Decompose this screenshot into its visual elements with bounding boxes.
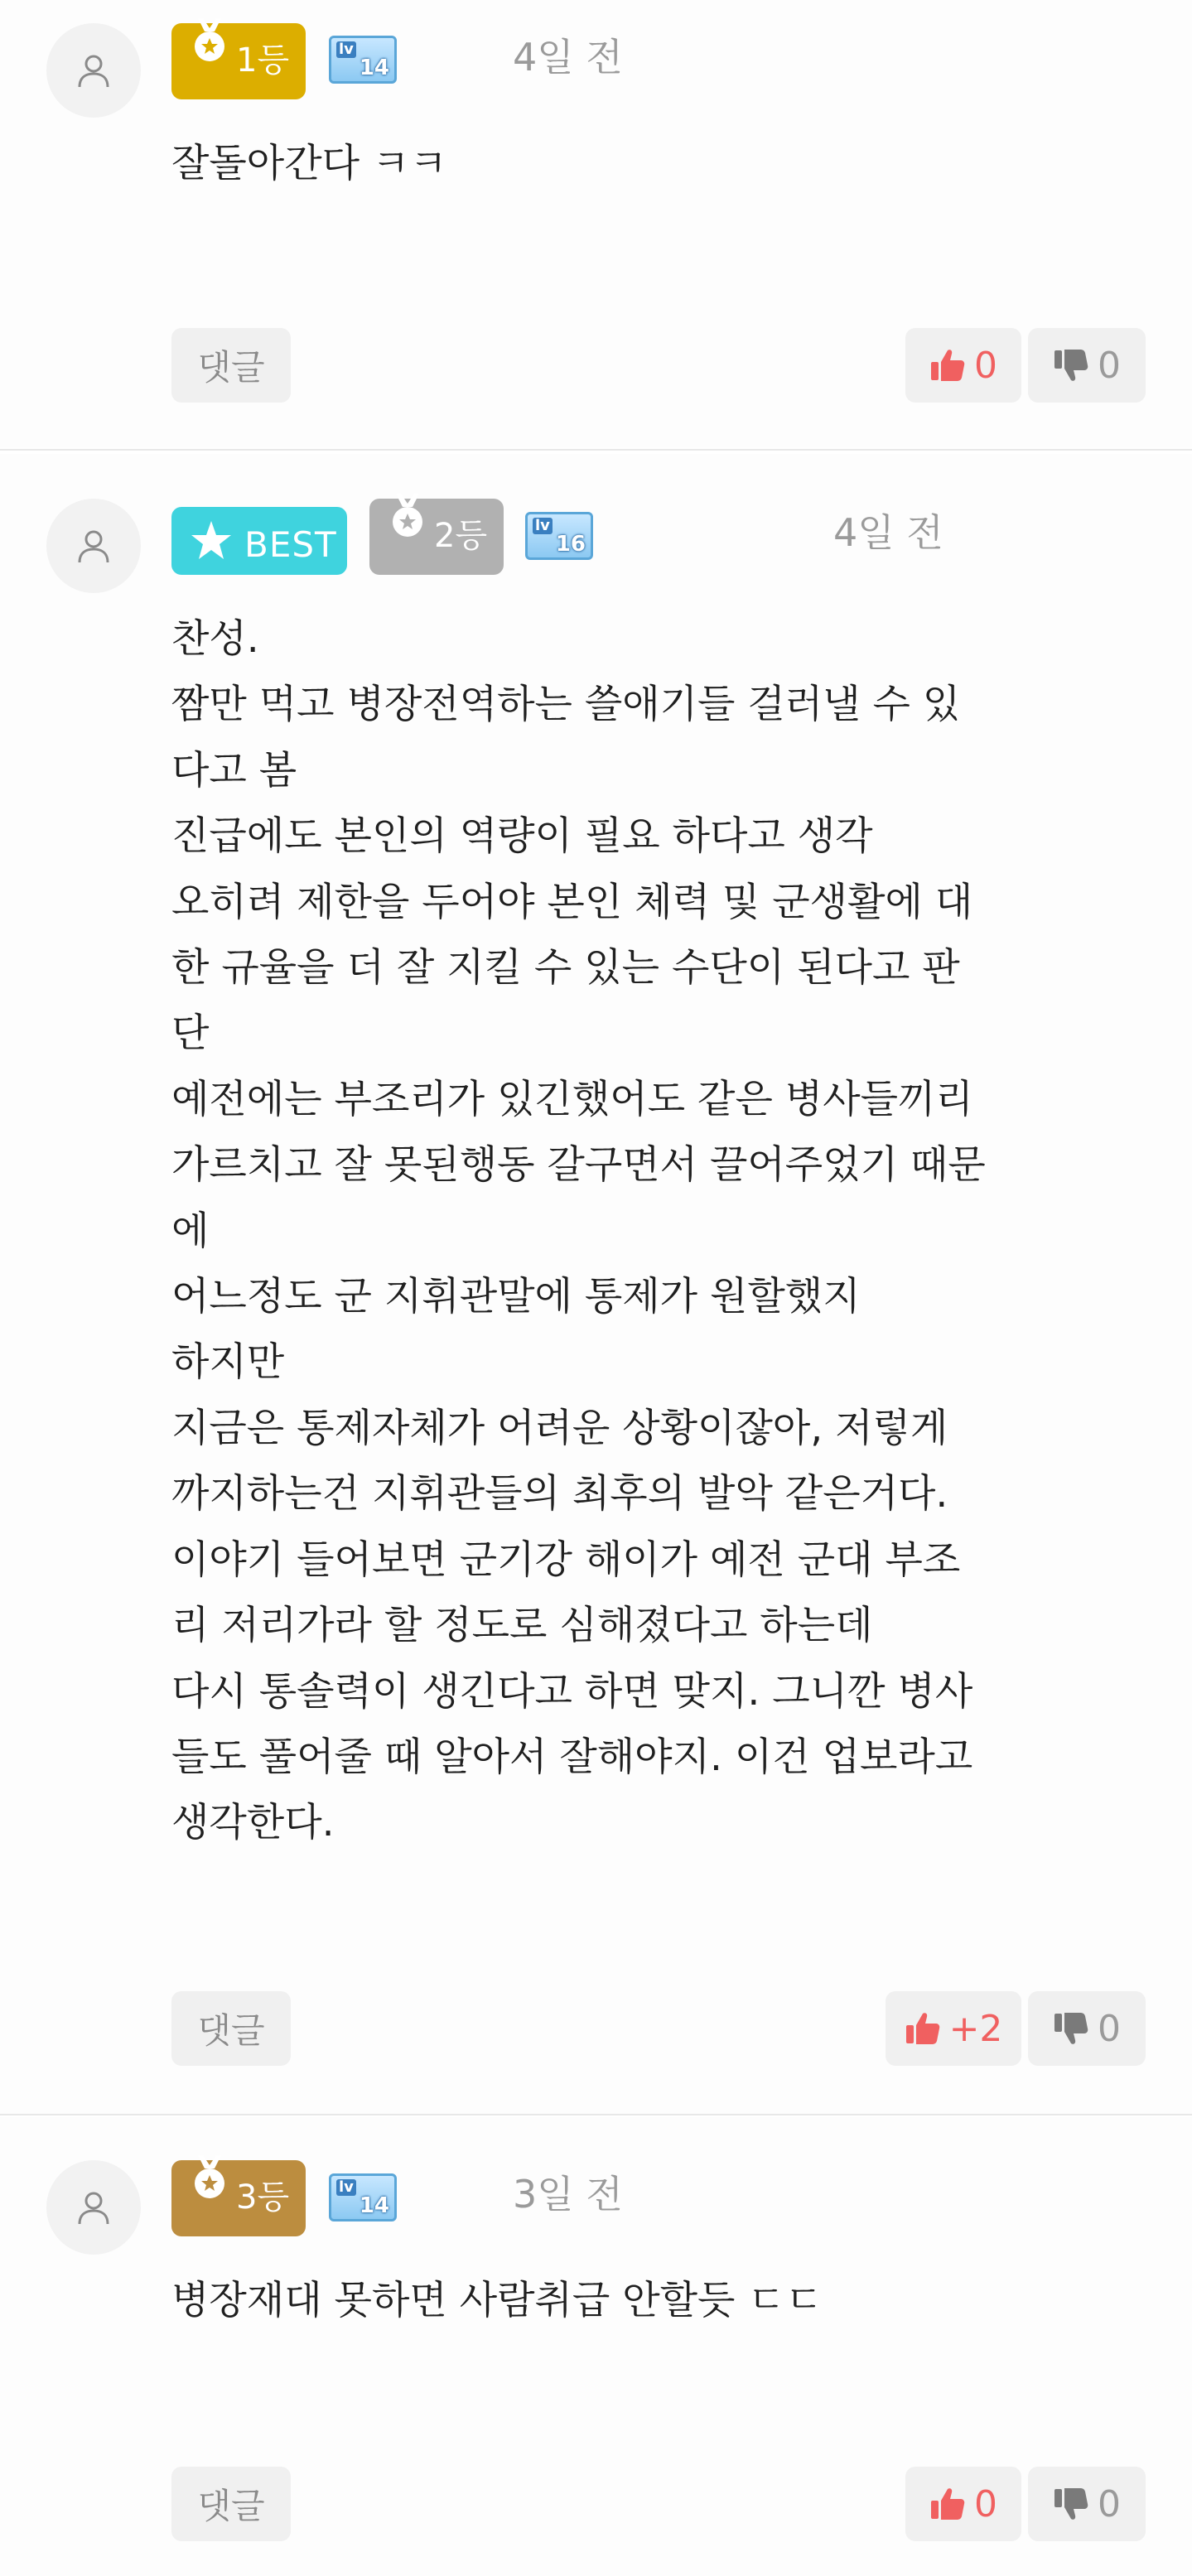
downvote-button[interactable] bbox=[1028, 2467, 1146, 2541]
reply-button[interactable]: 댓글 bbox=[171, 1991, 291, 2066]
rank-label: 1등 bbox=[236, 41, 290, 80]
thumbs-up-icon bbox=[905, 2010, 941, 2047]
level-number: 14 bbox=[359, 2193, 389, 2218]
rank-label: 3등 bbox=[236, 2178, 290, 2217]
rank-label: 2등 bbox=[434, 517, 488, 555]
level-badge bbox=[329, 2173, 397, 2221]
level-prefix-icon: lv bbox=[336, 2179, 356, 2196]
level-badge bbox=[525, 512, 593, 560]
thumbs-down-icon bbox=[1053, 2010, 1089, 2047]
rank-badge bbox=[171, 23, 306, 99]
comment-time: 4일 전 bbox=[513, 35, 623, 80]
thumbs-up-icon bbox=[929, 2486, 966, 2522]
downvote-count: 0 bbox=[1098, 344, 1121, 387]
comment-time: 3일 전 bbox=[513, 2172, 623, 2217]
rank-badge bbox=[369, 499, 504, 575]
reply-button[interactable]: 댓글 bbox=[171, 328, 291, 403]
medal-icon bbox=[190, 2155, 229, 2205]
upvote-button[interactable] bbox=[905, 2467, 1021, 2541]
level-number: 14 bbox=[359, 55, 389, 80]
medal-icon bbox=[190, 18, 229, 68]
comment-divider bbox=[0, 2114, 1192, 2115]
best-badge bbox=[171, 507, 347, 575]
level-prefix-icon: lv bbox=[533, 518, 553, 534]
comment-time: 4일 전 bbox=[833, 510, 943, 555]
upvote-count: +2 bbox=[948, 2007, 1003, 2050]
star-icon bbox=[190, 519, 233, 562]
level-number: 16 bbox=[555, 532, 586, 557]
comment-item bbox=[0, 0, 1192, 447]
downvote-button[interactable] bbox=[1028, 328, 1146, 403]
comment-body: 병장재대 못하면 사람취급 안할듯 ㄷㄷ bbox=[171, 2278, 823, 2323]
comment-item bbox=[0, 2117, 1192, 2576]
upvote-button[interactable] bbox=[886, 1991, 1021, 2066]
user-silhouette-icon bbox=[75, 528, 112, 564]
level-prefix-icon: lv bbox=[336, 41, 356, 58]
downvote-button[interactable] bbox=[1028, 1991, 1146, 2066]
comment-divider bbox=[0, 449, 1192, 451]
comment-body: 잘돌아간다 ㅋㅋ bbox=[171, 141, 447, 186]
level-badge bbox=[329, 36, 397, 84]
rank-badge bbox=[171, 2160, 306, 2236]
downvote-count: 0 bbox=[1098, 2007, 1121, 2050]
user-silhouette-icon bbox=[75, 2189, 112, 2226]
comment-item bbox=[0, 454, 1192, 2114]
user-silhouette-icon bbox=[75, 52, 112, 89]
upvote-count: 0 bbox=[974, 2482, 997, 2525]
thumbs-up-icon bbox=[929, 347, 966, 384]
upvote-button[interactable] bbox=[905, 328, 1021, 403]
best-label: BEST bbox=[244, 524, 337, 565]
thumbs-down-icon bbox=[1053, 347, 1089, 384]
avatar[interactable] bbox=[46, 499, 141, 593]
upvote-count: 0 bbox=[974, 344, 997, 387]
reply-button[interactable]: 댓글 bbox=[171, 2467, 291, 2541]
avatar[interactable] bbox=[46, 23, 141, 118]
medal-icon bbox=[388, 494, 427, 543]
comment-body: 찬성. 짬만 먹고 병장전역하는 쓸애기들 걸러낼 수 있 다고 봄 진급에도 본인의 역량이 필요 하다고 생각 오히려 제한을 두어야 본인 체력 및 군생활에 대 한 규율을 더 잘 지킬 수 있는 수단이 된다고 판 단 예전에는 부조리가 있긴했어도 같은 병사들끼리 가르치고 잘 못된행동 갈구면서 끌어주었기 때문 에 어느정도 군 지휘관말에 통제가 원할했지 하지만 지금은 통제자체가 어려운 상황이잖아, 저렇게 까지하는건 지휘관들의 최후의 발악 같은거다. 이야기 들어보면 군기강 해이가 예전 군대 부조 리 저리가라 할 정도로 심해졌다고 하는데 다시 통솔력이 생긴다고 하면 맞지. 그니깐 병사 들도 풀어줄 때 알아서 잘해야지. 이건 업보라고 생각한다. bbox=[171, 616, 986, 1846]
avatar[interactable] bbox=[46, 2160, 141, 2255]
thumbs-down-icon bbox=[1053, 2486, 1089, 2522]
downvote-count: 0 bbox=[1098, 2482, 1121, 2525]
